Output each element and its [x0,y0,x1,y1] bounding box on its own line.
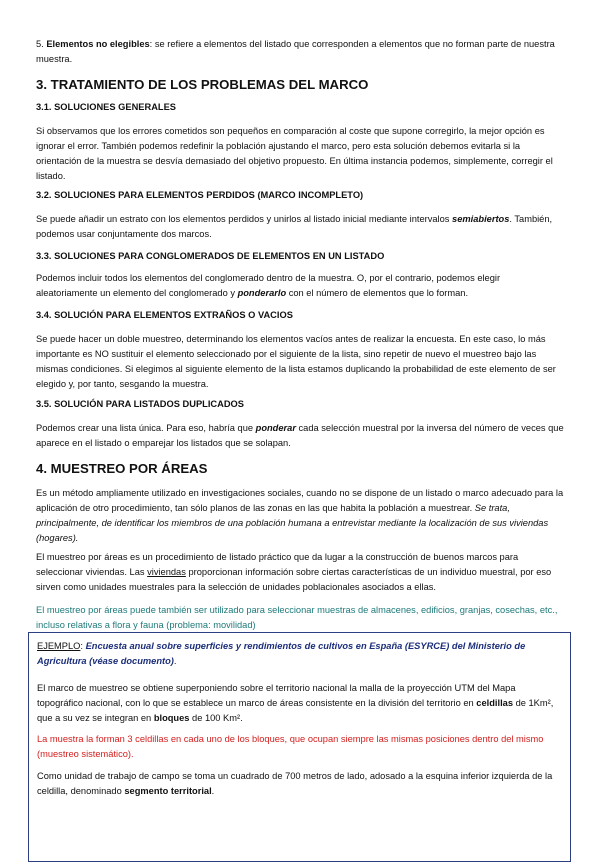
paragraph-text: de 100 Km². [189,713,243,723]
example-colon: : [80,641,86,651]
paragraph-text: de 1Km², que a su vez se integran en [37,698,554,723]
section-3-1-paragraph: Si observamos que los errores cometidos son pequeños en comparación al coste que supone corregirlo, la mejor opción es ignorar el error. También podemos redefinir la población ajustando el marco, pero esta solución debemos evitarla si la orientación de la muestra se desvía demasiado del objetivo propuesto. En última instancia podemos, simplemente, corregir el listado. [36,126,553,181]
example-paragraph-1 [37,681,557,726]
paragraph-text: : se refiere a elementos del listado que corresponden a elementos que no forman parte de nuestra muestra. [36,39,555,64]
term-bold-italic: ponderarlo [237,288,287,298]
paragraph-text: con el número de elementos que lo forman. [286,288,469,298]
section-4-paragraph-2 [36,550,564,595]
example-label: EJEMPLO [37,641,81,651]
section-4-paragraph-1 [36,486,564,546]
term-bold-italic: semiabiertos [452,214,510,224]
example-title [37,639,557,669]
term-bold: bloques [153,713,190,723]
paragraph-text: Se puede añadir un estrato con los elementos perdidos y unirlos al listado inicial mediante intervalos [36,214,453,224]
section-3-4-paragraph: Se puede hacer un doble muestreo, determinando los elementos vacíos antes de realizar la encuesta. En este caso, lo más importante es NO sustituir el elemento seleccionado por el siguiente de la lista, sino repetir de nuevo el muestreo bajo las mismas condiciones. Si elegimos al siguiente elemento de la lista estamos duplicando la probabilidad de este elemento de ser elegido y, por tanto, sesgando la muestra. [36,334,556,389]
section-3-3-paragraph [36,271,564,301]
example-title-text: Encuesta anual sobre superficies y rendimientos de cultivos en España (ESYRCE) del Ministerio de Agricultura (véase documento) [37,641,526,666]
example-paragraph-3 [37,769,557,799]
paragraph-text: Podemos crear una lista única. Para eso, habría que [36,423,256,433]
paragraph-italic-text: Se trata, principalmente, de identificar los miembros de una población humana a entrevistar mediante la localización de sus viviendas (hogares). [36,503,549,543]
paragraph-text: Podemos incluir todos los elementos del conglomerado dentro de la muestra. O, por el contrario, podemos elegir aleatoriamente un elemento del conglomerado y [36,273,501,298]
section-3-5-heading: 3.5. SOLUCIÓN PARA LISTADOS DUPLICADOS [36,399,244,409]
example-title-end: . [173,656,177,666]
term-bold-italic: ponderar [255,423,296,433]
paragraph-text: . [211,786,215,796]
paragraph-text: El muestreo por áreas es un procedimiento de listado práctico que da lugar a la construcción de buenos marcos para seleccionar viviendas. Las [36,552,519,577]
paragraph-elementos-no-elegibles [36,37,564,67]
section-3-1-heading: 3.1. SOLUCIONES GENERALES [36,102,176,112]
section-3-heading: 3. TRATAMIENTO DE LOS PROBLEMAS DEL MARCO [36,77,369,92]
item-number: 5. [36,39,47,49]
paragraph-text: . También, podemos usar conjuntamente dos marcos. [36,214,553,239]
example-box [28,632,571,862]
term-bold: celdillas [476,698,513,708]
underlined-term: viviendas [147,567,186,577]
section-3-2-heading: 3.2. SOLUCIONES PARA ELEMENTOS PERDIDOS (MARCO INCOMPLETO) [36,190,364,200]
paragraph-text: Es un método ampliamente utilizado en investigaciones sociales, cuando no se dispone de un listado o marco adecuado para la aplicación de otro procedimiento, tan sólo planos de las zonas en las que habita la población a muestrear. [36,488,564,513]
section-3-4-heading: 3.4. SOLUCIÓN PARA ELEMENTOS EXTRAÑOS O VACIOS [36,310,293,320]
example-paragraph-2: La muestra la forman 3 celdillas en cada uno de los bloques, que ocupan siempre las mismas posiciones dentro del mismo (muestreo sistemático). [37,734,544,759]
section-4-heading: 4. MUESTREO POR ÁREAS [36,461,208,476]
paragraph-text: proporcionan información sobre ciertas características de un individuo muestral, por eso sirven como unidades muestrales para la selección de unidades poblacionales asociados a ellas. [36,567,552,592]
term-bold: segmento territorial [124,786,212,796]
section-3-2-paragraph [36,212,564,242]
paragraph-text: Como unidad de trabajo de campo se toma un cuadrado de 700 metros de lado, adosado a la esquina inferior izquierda de la celdilla, denominado [37,771,553,796]
term-bold: Elementos no elegibles [46,39,150,49]
paragraph-text: El marco de muestreo se obtiene superponiendo sobre el territorio nacional la malla de la proyección UTM del Mapa topográfico nacional, con lo que se establece un marco de áreas consistente en la división del territorio en [37,683,516,708]
section-4-paragraph-3: El muestreo por áreas puede también ser utilizado para seleccionar muestras de almacenes, edificios, granjas, cosechas, etc., incluso relativas a flora y fauna (problema: movilidad) [36,605,558,630]
section-3-3-heading: 3.3. SOLUCIONES PARA CONGLOMERADOS DE ELEMENTOS EN UN LISTADO [36,251,385,261]
section-3-5-paragraph [36,421,564,451]
paragraph-text: cada selección muestral por la inversa del número de veces que aparece en el listado o emparejar los listados que se solapan. [36,423,564,448]
